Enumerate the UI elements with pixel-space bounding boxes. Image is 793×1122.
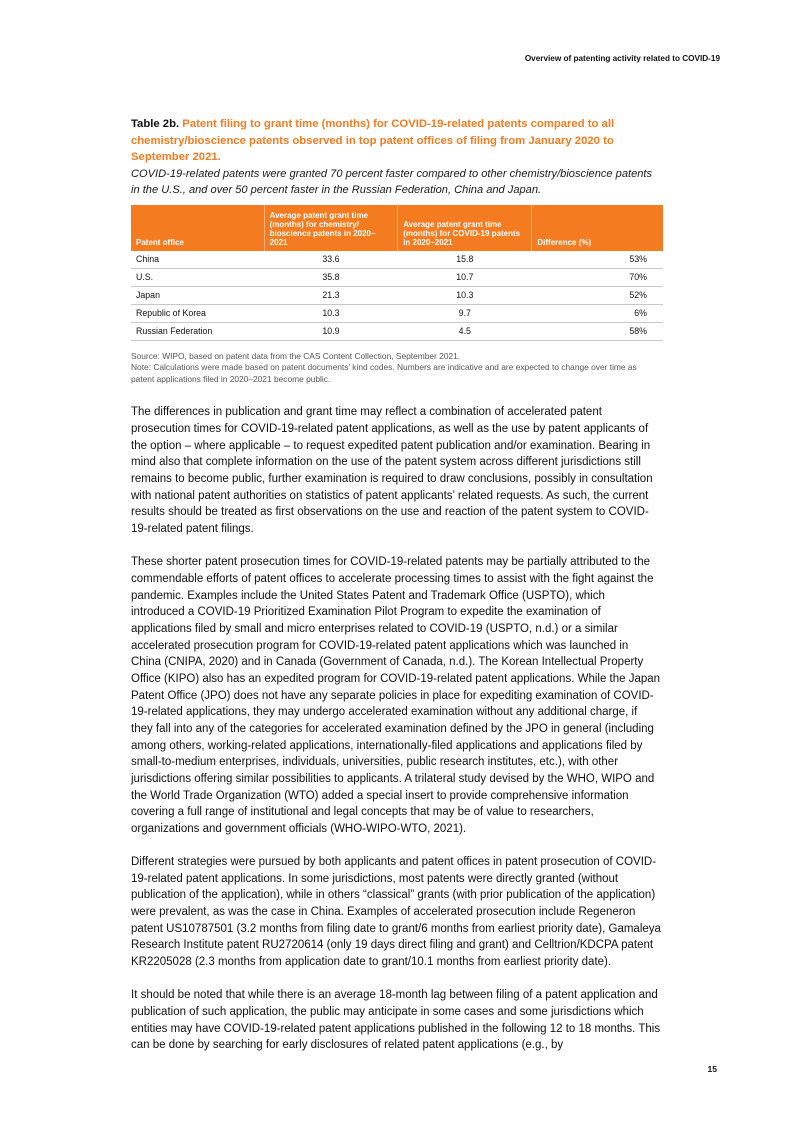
body-text [131,404,661,1053]
paragraph: These shorter patent prosecution times for COVID-19-related patents may be partially attributed to the commendable efforts of patent offices to accelerate processing times to assist with the fight against the pandemic. Examples include the United States Patent and Trademark Office (USPTO), which introduced a COVID-19 Prioritized Examination Pilot Program to expedite the examination of applications filed by small and micro enterprises related to COVID-19 (USPTO, n.d.) or a similar accelerated prosecution program for COVID-19-related patent applications which was launched in China (CNIPA, 2020) and in Canada (Government of Canada, n.d.). The Korean Intellectual Property Office (KIPO) also has an expedited program for COVID-19-related patent applications. While the Japan Patent Office (JPO) does not have any separate policies in place for expediting examination of COVID-19-related applications, they may undergo accelerated examination without any additional charge, if they fall into any of the categories for accelerated examination defined by the JPO in general (including among others, working-related applications, internationally-filed applications and applications filed by small-to-medium enterprises, individuals, universities, public research institutes, etc.), with other jurisdictions offering similar possibilities to applicants. A trilateral study devised by the WHO, WIPO and the World Trade Organization (WTO) added a special insert to provide comprehensive information covering a full range of institutional and legal concepts that may be of value to researchers, organizations and government officials (WHO-WIPO-WTO, 2021). [131,556,661,835]
cell-office: Republic of Korea [131,304,264,322]
table-caption [131,116,661,166]
table-row [131,268,663,286]
table-row [131,322,663,340]
table-label: Table 2b. [131,118,180,130]
cell-covid: 10.7 [398,268,532,286]
table-row [131,304,663,322]
source-line: Source: WIPO, based on patent data from the CAS Content Collection, September 2021. [131,350,461,361]
paragraph: Different strategies were pursued by both applicants and patent offices in patent prosecution of COVID-19-related patent applications. In some jurisdictions, most patents were directly granted (without publication of the application), while in others “classical” grants (with prior publication of the application) were prevalent, as was the case in China. Examples of accelerated prosecution include Regeneron patent US10787501 (3.2 months from filing date to grant/6 months from earliest priority date), Gamaleya Research Institute patent RU2720614 (only 19 days direct filing and grant) and Celltrion/KDCPA patent KR2205028 (2.3 months from application date to grant/10.1 months from earliest priority date). [131,856,661,968]
cell-chem-bio: 33.6 [264,251,398,269]
cell-difference: 70% [532,268,663,286]
running-head: Overview of patenting activity related to COVID-19 [524,54,720,63]
table-row [131,251,663,269]
grant-time-table [131,205,663,341]
cell-difference: 52% [532,286,663,304]
cell-covid: 10.3 [398,286,532,304]
note-line: Note: Calculations were made based on patent documents’ kind codes. Numbers are indicative and are expected to change over time as patent applications filed in 2020–2021 become public. [131,362,637,384]
cell-chem-bio: 21.3 [264,286,398,304]
cell-chem-bio: 10.3 [264,304,398,322]
page-content [131,116,661,1070]
header-patent-office: Patent office [131,205,264,251]
table-title: Patent filing to grant time (months) for COVID-19-related patents compared to all chemistry/bioscience patents observed in top patent offices of filing from January 2020 to September 2021. [131,118,615,164]
cell-covid: 4.5 [398,322,532,340]
paragraph: It should be noted that while there is an average 18-month lag between filing of a patent application and publication of such application, the public may anticipate in some cases and some jurisdictions which entities may have COVID-19-related patent applications published in the following 12 to 18 months. This can be done by searching for early disclosures of related patent applications (e.g., by [131,989,661,1052]
cell-difference: 6% [532,304,663,322]
header-covid-grant-time: Average patent grant time (months) for COVID-19 patents in 2020–2021 [398,205,532,251]
cell-office: Russian Federation [131,322,264,340]
cell-covid: 9.7 [398,304,532,322]
cell-office: China [131,251,264,269]
cell-difference: 58% [532,322,663,340]
cell-chem-bio: 35.8 [264,268,398,286]
table-row [131,286,663,304]
cell-covid: 15.8 [398,251,532,269]
cell-difference: 53% [532,251,663,269]
table-source-notes [131,351,661,386]
cell-chem-bio: 10.9 [264,322,398,340]
page-number: 15 [707,1064,717,1074]
cell-office: U.S. [131,268,264,286]
table-header-row [131,205,663,251]
paragraph: The differences in publication and grant time may reflect a combination of accelerated patent prosecution times for COVID-19-related patent applications, as well as the use by patent applicants of the option – where applicable – to request expedited patent publication and/or examination. Bearing in mind also that complete information on the use of the patent system across different jurisdictions still remains to become public, further examination is required to draw conclusions, possibly in consultation with national patent authorities on statistics of patent applicants’ related requests. As such, the current results should be treated as first observations on the use and reaction of the patent system to COVID-19-related patent filings. [131,406,653,536]
header-chem-bio-grant-time: Average patent grant time (months) for chemistry/ bioscience patents in 2020–2021 [264,205,398,251]
cell-office: Japan [131,286,264,304]
header-difference: Difference (%) [532,205,663,251]
table-subtitle: COVID-19-related patents were granted 70 percent faster compared to other chemistry/bioscience patents in the U.S., and over 50 percent faster in the Russian Federation, China and Japan. [131,167,653,197]
